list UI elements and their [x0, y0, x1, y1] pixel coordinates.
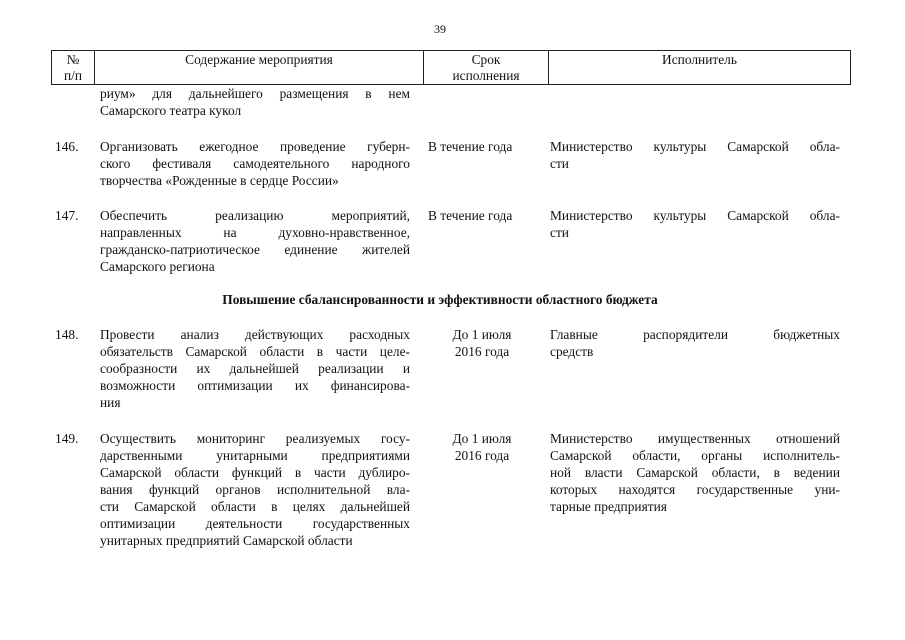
page-number: 39 — [434, 22, 446, 36]
row-148-number: 148. — [55, 327, 79, 342]
row-147-term: В течение года — [428, 208, 513, 223]
table-header — [51, 50, 851, 85]
row-146-content: Организовать ежегодное проведение губерн- ского фестиваля самодеятельного народного творчества «Рожденные в сердце России» — [100, 139, 410, 188]
row-147-number: 147. — [55, 208, 79, 223]
header-col-executor: Исполнитель — [549, 51, 851, 85]
row-149-term: До 1 июля 2016 года — [452, 431, 512, 463]
row-148-executor: Главные распорядители бюджетных средств — [550, 327, 840, 359]
row-148-content: Провести анализ действующих расходных обязательств Самарской области в части целе- сообразности их дальнейшей реализации и возможности оптимизации их финансирова- ния — [100, 327, 410, 410]
header-col-number: № п/п — [52, 51, 95, 85]
header-col-content: Содержание мероприятия — [95, 51, 424, 85]
row-146-term: В течение года — [428, 139, 513, 154]
row-146-executor: Министерство культуры Самарской обла- сти — [550, 139, 840, 171]
row-147-content: Обеспечить реализацию мероприятий, направленных на духовно-нравственное, гражданско-патриотическое единение жителей Самарского региона — [100, 208, 410, 274]
row-149-number: 149. — [55, 431, 79, 446]
section-title: Повышение сбалансированности и эффективности областного бюджета — [222, 292, 658, 307]
row-147-executor: Министерство культуры Самарской обла- сти — [550, 208, 840, 240]
row-149-executor: Министерство имущественных отношений Самарской области, органы исполнитель- ной власти Самарской области, в ведении которых находятся государственные уни- тарные предприятия — [550, 431, 840, 514]
row-149-content: Осуществить мониторинг реализуемых госу- дарственными унитарными предприятиями Самарской области функций в части дублиро- вания функций органов исполнительной вла- сти Самарской области в целях дальнейшей оптимизации деятельности государственных унитарных предприятий Самарской области — [100, 431, 410, 548]
continuation-text: риум» для дальнейшего размещения в нем Самарского театра кукол — [100, 86, 410, 118]
row-146-number: 146. — [55, 139, 79, 154]
row-148-term: До 1 июля 2016 года — [452, 327, 512, 359]
header-col-term: Срок исполнения — [424, 51, 549, 85]
